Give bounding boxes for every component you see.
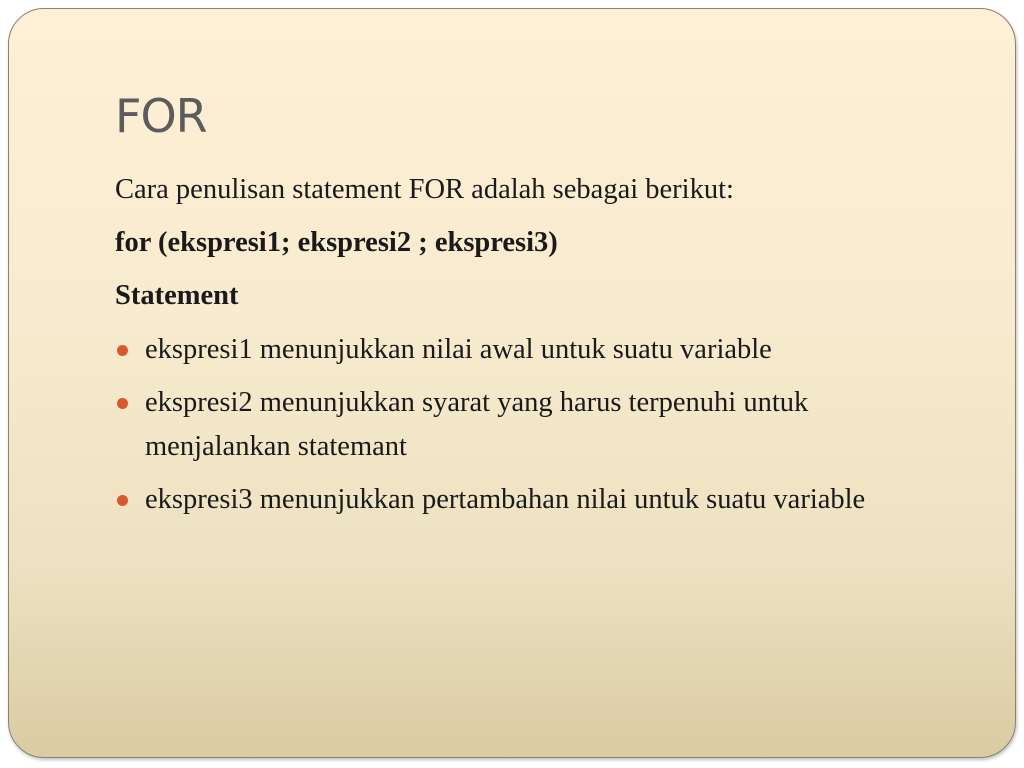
bullet-item bbox=[115, 381, 945, 469]
bullet-text: ekspresi1 menunjukkan nilai awal untuk suatu variable bbox=[145, 334, 772, 365]
bullet-dot-icon bbox=[117, 398, 128, 409]
bullet-item bbox=[115, 328, 945, 372]
bullet-dot-icon bbox=[117, 345, 128, 356]
slide-title: FOR bbox=[115, 89, 207, 143]
bullet-text: ekspresi3 menunjukkan pertambahan nilai untuk suatu variable bbox=[145, 484, 866, 515]
intro-text: Cara penulisan statement FOR adalah sebagai berikut: bbox=[115, 174, 734, 205]
slide-content bbox=[115, 169, 945, 531]
bullet-item bbox=[115, 478, 945, 522]
bullet-dot-icon bbox=[117, 495, 128, 506]
syntax-line: for (ekspresi1; ekspresi2 ; ekspresi3) bbox=[115, 227, 558, 258]
slide bbox=[8, 8, 1016, 758]
statement-line: Statement bbox=[115, 280, 239, 311]
bullet-text: ekspresi2 menunjukkan syarat yang harus terpenuhi untuk menjalankan statemant bbox=[145, 387, 809, 462]
